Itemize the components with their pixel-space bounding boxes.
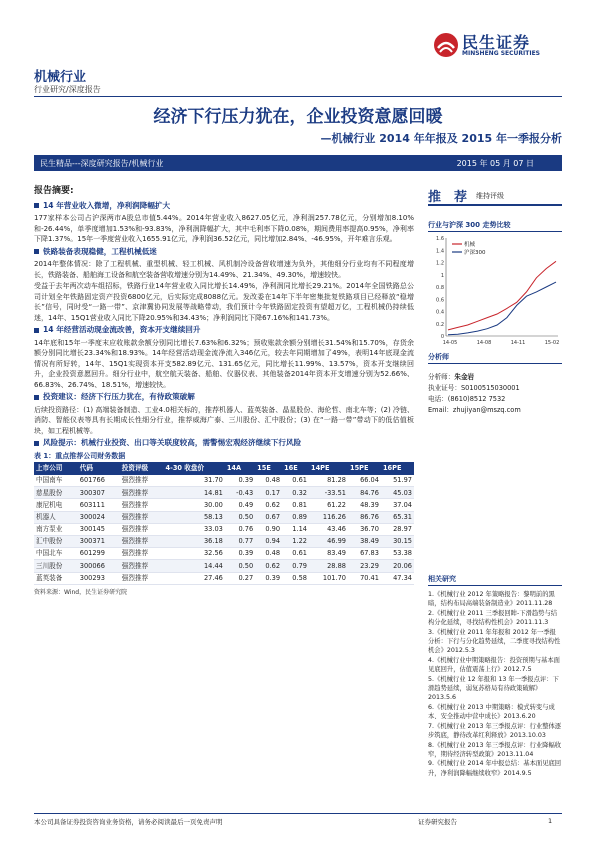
related-item[interactable]: 5.《机械行业 12 年报和 13 年一季报点评：下滑趋势延续，弱复苏格局有待政策破解》2013.5.6 <box>428 675 559 702</box>
main-column <box>34 186 414 598</box>
table-cell: 31.70 <box>164 475 225 487</box>
bullet-square-icon <box>34 441 39 446</box>
table-cell: 0.76 <box>225 523 255 535</box>
legend-label: 机械 <box>464 242 476 248</box>
related-item[interactable]: 2.《机械行业 2011 三季报回眸-下滑趋势与结构分化延续，寻找结构性机会》2011.11.3 <box>428 609 558 627</box>
table-cell: 0.79 <box>282 560 309 572</box>
financial-table <box>34 462 414 585</box>
y-tick-label: 0.8 <box>436 285 444 291</box>
table-cell: 0.58 <box>282 572 309 584</box>
rating-maintain: 维持评级 <box>476 192 504 200</box>
table-cell: 61.22 <box>309 499 348 511</box>
table-body <box>34 475 414 585</box>
table-cell: 37.04 <box>381 499 414 511</box>
table-cell: 300371 <box>78 535 120 547</box>
table-cell: 强烈推荐 <box>120 523 164 535</box>
related-item[interactable]: 4.《机械行业中期策略报告：投资预期与基本面见底回升，估值震荡上行》2012.7.5 <box>428 656 560 674</box>
x-tick-label: 14-08 <box>476 340 492 346</box>
table-cell: 0.89 <box>282 511 309 523</box>
table-cell: 28.97 <box>381 523 414 535</box>
table-cell: 14.44 <box>164 560 225 572</box>
section-heading-text: 14 年经营活动现金流改善，资本开支继续回升 <box>43 325 201 334</box>
table-cell: 0.90 <box>255 523 282 535</box>
table-cell: 0.62 <box>255 560 282 572</box>
table-cell: 中国北车 <box>34 548 78 560</box>
table-cell: 三川股份 <box>34 560 78 572</box>
table-cell: 30.15 <box>381 535 414 547</box>
related-item[interactable]: 1.《机械行业 2012 年策略报告：黎明前的黑暗，结构布局高端装备制造业》2011.11.28 <box>428 591 555 608</box>
trend-chart <box>428 232 562 352</box>
related-item[interactable]: 7.《机械行业 2013 年三季报点评：行业整体逐步筑底，静待改革红利释放》2013.10.03 <box>428 722 562 740</box>
table-cell: 83.49 <box>309 548 348 560</box>
report-title: 经济下行压力犹在，企业投资意愿回暖 <box>153 107 443 127</box>
table-header-cell: 代码 <box>78 462 120 475</box>
table-row <box>34 572 414 584</box>
table-header-cell: 14PE <box>309 462 348 475</box>
table-header-cell: 15PE <box>348 462 381 475</box>
banner-category: 民生精品---深度研究报告/机械行业 <box>40 159 164 168</box>
table-cell: 0.50 <box>225 511 255 523</box>
table-cell: 30.00 <box>164 499 225 511</box>
table-cell: 53.38 <box>381 548 414 560</box>
report-banner <box>34 155 562 171</box>
y-tick-label: 1.2 <box>436 260 444 267</box>
section-paragraph: 2014年整体情况：除了工程机械、重型机械、轻工机械、风机制冷设备营收增速为负外，其他细分行业均有不同程度增长，铁路装备、船舶海工设备和航空装备营收增速分别为14.49%、21.34%、49.30%，增速较快。 <box>34 260 414 279</box>
analyst-email[interactable]: Email：zhujiyan@mszq.com <box>428 406 521 414</box>
company-logo <box>432 28 562 68</box>
table-cell: 81.28 <box>309 475 348 487</box>
section-paragraph: 受益于去年两次动车组招标，铁路行业14年营业收入同比增长14.49%，净利润同比增长29.21%。2014年全国铁路总公司计划全年铁路固定资产投资6800亿元，后实际完成8088亿元。发改委在14年下半年密集批复铁路项目已经释放“稳增长”信号，同时受“一路一带”、京津冀协同发展等战略带动，我们预计今年铁路固定投资有望超万亿，工程机械仍持续低迷，14年、15Q1营业收入同比下降20.95%和34.43%；净利润同比下降67.16%和141.73%。 <box>34 282 414 322</box>
table-cell: 601299 <box>78 548 120 560</box>
section-heading <box>34 438 414 449</box>
related-heading: 相关研究 <box>428 574 562 586</box>
legend-label: 沪深300 <box>464 250 486 256</box>
table-row <box>34 487 414 499</box>
section-paragraph: 177家样本公司占沪深两市A股总市值5.44%。2014年营业收入8627.05亿元，净利润257.78亿元，分别增加8.10%和-26.44%，单季度增加1.53%和-93.83%，净利润降幅扩大，其中毛利率下降0.08%，期间费用率提高0.95%，净利率下降1.37%。15年一季度营业收入1655.91亿元，净利润36.52亿元，同比增加2.84%、-46.95%，开年难言乐观。 <box>34 214 414 243</box>
table-row <box>34 523 414 535</box>
footer-brand: 证券研究报告 <box>418 818 457 826</box>
table-cell: 1.22 <box>282 535 309 547</box>
table-cell: 0.61 <box>282 475 309 487</box>
table-cell: 慈星股份 <box>34 487 78 499</box>
analyst-info <box>428 372 562 416</box>
table-cell: 0.48 <box>255 548 282 560</box>
y-tick-label: 0.2 <box>436 321 444 328</box>
table-header-cell: 16PE <box>381 462 414 475</box>
table-cell: 48.39 <box>348 499 381 511</box>
table-header-cell: 上市公司 <box>34 462 78 475</box>
section-heading <box>34 201 414 212</box>
table-title: 表 1：重点推荐公司财务数据 <box>34 451 126 460</box>
table-cell: 1.14 <box>282 523 309 535</box>
table-cell: 32.56 <box>164 548 225 560</box>
table-cell: 0.48 <box>255 475 282 487</box>
summary-sections <box>34 201 414 449</box>
table-cell: 101.70 <box>309 572 348 584</box>
table-cell: 300145 <box>78 523 120 535</box>
table-cell: 中国南车 <box>34 475 78 487</box>
table-cell: 116.26 <box>309 511 348 523</box>
y-tick-label: 0.6 <box>436 297 444 304</box>
table-cell: 300066 <box>78 560 120 572</box>
x-tick-label: 14-11 <box>510 340 526 346</box>
x-tick-label: 14-05 <box>442 340 458 346</box>
table-cell: 0.39 <box>255 572 282 584</box>
bullet-square-icon <box>34 203 39 208</box>
section-paragraph: 后续投资路径：(1) 高端装备制造、工业4.0相关标的，推荐机器人、蓝英装备、晶星股份、海伦哲、南北车等；(2) 冷链、消防、智能仪表等具有长期成长性细分行业，推荐威海广泰、三川股份、汇中股份；(3) 在“一路一带”带动下的低估值板块，如工程机械等。 <box>34 405 414 435</box>
table-cell: 强烈推荐 <box>120 572 164 584</box>
summary-heading: 报告摘要: <box>34 186 74 196</box>
table-cell: 300307 <box>78 487 120 499</box>
table-row <box>34 560 414 572</box>
table-header-cell: 15E <box>255 462 282 475</box>
table-cell: 38.49 <box>348 535 381 547</box>
analyst-name-label: 分析师： <box>428 373 455 381</box>
table-row <box>34 535 414 547</box>
table-cell: 601766 <box>78 475 120 487</box>
table-cell: 强烈推荐 <box>120 475 164 487</box>
table-cell: 66.04 <box>348 475 381 487</box>
y-tick-label: 1.4 <box>436 248 444 255</box>
page-number: 1 <box>548 817 553 825</box>
section-heading-text: 风险提示：机械行业投资、出口等关联度较高，需警惕宏观经济继续下行风险 <box>43 438 302 447</box>
table-cell: 33.03 <box>164 523 225 535</box>
table-cell: 强烈推荐 <box>120 487 164 499</box>
analyst-name: 朱金岩 <box>454 373 475 381</box>
table-row <box>34 475 414 487</box>
table-cell: 0.49 <box>225 499 255 511</box>
table-cell: 20.06 <box>381 560 414 572</box>
table-cell: 36.18 <box>164 535 225 547</box>
analyst-cert: 执业证号：S0100515030001 <box>428 384 520 392</box>
bullet-square-icon <box>34 249 39 254</box>
series-line-0 <box>448 261 556 330</box>
table-cell: 86.76 <box>348 511 381 523</box>
table-cell: 0.77 <box>225 535 255 547</box>
report-date: 2015 年 05 月 07 日 <box>456 159 534 168</box>
rating-value: 推 荐 <box>428 190 468 205</box>
table-cell: 70.41 <box>348 572 381 584</box>
bullet-square-icon <box>34 328 39 333</box>
table-cell: 0.17 <box>255 487 282 499</box>
logo-name-en: MINSHENG SECURITIES <box>462 50 540 57</box>
y-tick-label: 0 <box>440 334 444 340</box>
table-cell: 84.76 <box>348 487 381 499</box>
table-cell: 603111 <box>78 499 120 511</box>
table-cell: 强烈推荐 <box>120 560 164 572</box>
table-cell: 汇中股份 <box>34 535 78 547</box>
section-heading-text: 投资建议：经济下行压力犹在，有待政策破解 <box>43 392 195 401</box>
table-cell: -0.43 <box>225 487 255 499</box>
table-cell: 强烈推荐 <box>120 511 164 523</box>
table-cell: 58.13 <box>164 511 225 523</box>
table-cell: 65.31 <box>381 511 414 523</box>
table-cell: 51.97 <box>381 475 414 487</box>
chart-title: 行业与沪深 300 走势比较 <box>428 220 562 232</box>
table-row <box>34 499 414 511</box>
table-cell: 28.88 <box>309 560 348 572</box>
table-cell: 0.27 <box>225 572 255 584</box>
table-source: 资料来源：Wind，民生证券研究院 <box>34 588 128 596</box>
table-cell: 0.62 <box>255 499 282 511</box>
table-cell: 0.94 <box>255 535 282 547</box>
bullet-square-icon <box>34 395 39 400</box>
rating-box <box>428 186 562 206</box>
analyst-heading: 分析师 <box>428 352 562 364</box>
table-cell: 0.39 <box>225 475 255 487</box>
table-cell: 强烈推荐 <box>120 548 164 560</box>
section-heading-text: 铁路装备表现稳健，工程机械低迷 <box>43 246 157 256</box>
table-cell: 强烈推荐 <box>120 499 164 511</box>
table-header-cell: 16E <box>282 462 309 475</box>
series-line-1 <box>448 282 556 335</box>
table-cell: 27.46 <box>164 572 225 584</box>
footer-disclaimer: 本公司具备证券投资咨询业务资格，请务必阅读最后一页免责声明 <box>34 818 223 826</box>
table-cell: 蓝英装备 <box>34 572 78 584</box>
sidebar-column <box>428 186 562 778</box>
y-tick-label: 1.6 <box>436 236 444 242</box>
section-heading <box>34 325 414 336</box>
table-header-cell: 14A <box>225 462 255 475</box>
table-cell: 14.81 <box>164 487 225 499</box>
report-type: 行业研究/深度报告 <box>34 85 101 94</box>
table-cell: 0.67 <box>255 511 282 523</box>
analyst-phone: 电话：(8610)8512 7532 <box>428 395 506 403</box>
table-cell: 强烈推荐 <box>120 535 164 547</box>
logo-mark-icon <box>432 30 460 60</box>
section-heading-text: 14 年营业收入微增，净利润降幅扩大 <box>43 200 171 210</box>
report-subtitle: —机械行业 2014 年年报及 2015 年一季报分析 <box>320 132 562 145</box>
x-tick-label: 15-02 <box>544 340 560 346</box>
table-cell: 0.39 <box>225 548 255 560</box>
table-row <box>34 548 414 560</box>
table-cell: 67.83 <box>348 548 381 560</box>
related-item[interactable]: 8.《机械行业 2013 年三季报点评：行业降幅收窄，期待经济转型政策》2013.11.04 <box>428 741 562 758</box>
table-header-cell: 4-30 收盘价 <box>164 462 225 475</box>
table-cell: 机器人 <box>34 511 78 523</box>
table-row <box>34 511 414 523</box>
related-item[interactable]: 6.《机械行业 2013 中期策略：模式转变与成本、安全推动中营中成长》2013.6.20 <box>428 703 555 721</box>
table-cell: 36.70 <box>348 523 381 535</box>
y-tick-label: 1 <box>440 272 444 279</box>
table-cell: 康尼机电 <box>34 499 78 511</box>
table-cell: 23.29 <box>348 560 381 572</box>
related-item[interactable]: 9.《机械行业 2014 年中报总结：基本面见底回升，净利润降幅继续收窄》2014.9.5 <box>428 760 562 777</box>
table-cell: 47.34 <box>381 572 414 584</box>
related-list <box>428 590 562 778</box>
table-cell: 0.81 <box>282 499 309 511</box>
industry-label: 机械行业 <box>34 70 87 85</box>
y-tick-label: 0.4 <box>436 309 444 316</box>
logo-name-zh: 民生证券 <box>462 33 531 52</box>
table-cell: 45.03 <box>381 487 414 499</box>
analyst-name-line <box>428 372 562 383</box>
section-heading <box>34 392 414 403</box>
table-cell: 南方泵业 <box>34 523 78 535</box>
header-divider <box>34 96 562 97</box>
table-cell: 0.32 <box>282 487 309 499</box>
table-cell: 0.50 <box>225 560 255 572</box>
related-item[interactable]: 3.《机械行业 2011 年年报和 2012 年一季报分析：下行与分化趋势延续，二季度寻找结构性机会》2012.5.3 <box>428 628 561 655</box>
table-cell: 46.99 <box>309 535 348 547</box>
table-header-cell: 投资评级 <box>120 462 164 475</box>
table-cell: 300293 <box>78 572 120 584</box>
section-heading <box>34 247 414 258</box>
section-paragraph: 14年底和15年一季度末应收账款余额分别同比增长7.63%和6.32%；预收账款余额分别增长31.54%和15.70%，存货余额分别同比增长23.34%和18.93%。14年经营活动现金流净流入346亿元，较去年同期增加了49%，表明14年底现金流情况有所好转，14年、15Q1实现资本开支582.89亿元、131.65亿元，同比增长11.99%、13.57%，资本开支继续回升，企业投资意愿回升。细分行业中，航空航天装备、船舶、仪器仪表、其他装备2014年资本开支增速分别为52.66%、66.83%、26.74%、18.51%，增速较快。 <box>34 338 414 389</box>
table-header-row <box>34 462 414 475</box>
table-cell: 300024 <box>78 511 120 523</box>
table-cell: 43.46 <box>309 523 348 535</box>
table-cell: -33.51 <box>309 487 348 499</box>
footer-divider <box>34 813 562 814</box>
trend-chart-svg <box>428 232 562 352</box>
table-cell: 0.61 <box>282 548 309 560</box>
